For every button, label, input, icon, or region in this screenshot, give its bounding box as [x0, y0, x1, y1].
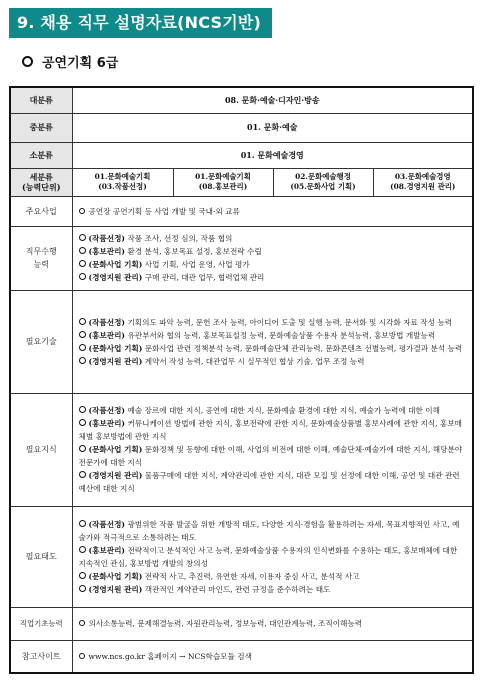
list-item — [79, 245, 467, 258]
list-item — [79, 617, 467, 630]
item-tag: (문화사업 기획) — [88, 571, 143, 581]
bullet-icon — [79, 318, 86, 325]
subclass-label-line2: (능력단위) — [22, 182, 61, 192]
bullet-icon — [79, 344, 86, 351]
bullet-icon — [79, 546, 86, 553]
item-tag: (문화사업 기획) — [88, 260, 143, 269]
bullet-icon — [79, 273, 86, 280]
list-item — [79, 232, 467, 245]
item-tag: (경영지원 관리) — [88, 471, 143, 480]
item-text: 사업 기획, 사업 운영, 사업 평가 — [144, 260, 250, 269]
list-item — [79, 443, 467, 469]
item-tag: (문화사업 기획) — [88, 343, 143, 353]
bullet-icon — [79, 234, 86, 241]
row-skills — [10, 290, 473, 393]
bullet-icon — [79, 406, 86, 413]
item-tag: (작품선정) — [88, 406, 126, 415]
unit-line2: (08.홍보관리) — [198, 182, 248, 191]
list-item — [79, 355, 467, 368]
item-tag: (작품선정) — [88, 519, 126, 529]
basic-label: 직업기초능력 — [10, 607, 72, 640]
item-tag: (작품선정) — [88, 234, 126, 243]
item-tag: (경영지원 관리) — [88, 356, 143, 366]
item-text: 계약서 작성 능력, 대관업무 시 실무적인 협상 기술, 업무 조정 능력 — [144, 356, 365, 366]
reference-content — [72, 640, 473, 673]
item-text: 광범위한 작품 발굴을 위한 개방적 태도, 다양한 지식·경험을 활용하려는 자세, 목표지향적인 사고, 예술가와 적극적으로 소통하려는 태도 — [78, 519, 460, 542]
bullet-icon — [79, 247, 86, 254]
bullet-icon — [79, 471, 86, 478]
reference-label: 참고사이트 — [10, 640, 72, 673]
list-item — [79, 205, 467, 218]
job-title — [22, 52, 118, 71]
item-text: 의사소통능력, 문제해결능력, 자원관리능력, 정보능력, 대인관계능력, 조직이해능력 — [88, 619, 363, 628]
unit-cell — [373, 168, 473, 196]
bullet-icon — [79, 331, 86, 338]
row-minor — [10, 142, 473, 168]
attitude-label: 필요태도 — [10, 506, 72, 607]
knowledge-content — [72, 393, 473, 506]
ncs-description-table — [9, 86, 474, 674]
list-item — [79, 583, 467, 596]
item-text: 구매 관리, 대관 업무, 협력업체 관리 — [144, 273, 265, 282]
item-text: 유관부서와 협의 능력, 홍보목표설정 능력, 문화예술상품 수용자 분석능력, 홍보방법 개발능력 — [127, 330, 436, 340]
bullet-icon — [79, 572, 86, 579]
item-tag: (문화사업 기획) — [88, 445, 143, 454]
knowledge-label: 필요지식 — [10, 393, 72, 506]
list-item — [79, 271, 467, 284]
bullet-icon — [79, 653, 85, 659]
bullet-icon — [79, 620, 85, 626]
item-text: 전략적이고 분석적인 사고 능력, 문화예술상품 수용자의 인식변화를 수용하는 태도, 홍보매체에 대한 지속적인 관심, 홍보방법 개발의 창의성 — [78, 545, 458, 568]
item-tag: (작품선정) — [88, 317, 126, 327]
item-tag: (홍보관리) — [88, 247, 126, 256]
skills-label: 필요기술 — [10, 290, 72, 393]
item-text: 전략적 사고, 추진력, 유연한 자세, 이용자 중심 사고, 분석적 사고 — [144, 571, 360, 581]
bullet-icon — [79, 585, 86, 592]
item-text: 커뮤니케이션 방법에 관한 지식, 홍보전략에 관한 지식, 문화예술상품별 홍보사례에 관한 지식, 홍보매체별 홍보방법에 관한 지식 — [78, 419, 463, 441]
unit-cell — [173, 168, 273, 196]
subclass-label-line1: 세분류 — [29, 172, 53, 182]
unit-line1: 02.문화예술행정 — [295, 172, 351, 181]
duty-content — [72, 226, 473, 290]
middle-value: 01. 문화·예술 — [72, 113, 473, 142]
unit-cell — [72, 168, 173, 196]
row-subclass — [10, 168, 473, 196]
item-text: 문화사업 관련 정책분석 능력, 문화예술단체 관리능력, 문화콘텐츠 선별능력, 평가결과 분석 능력 — [144, 343, 463, 353]
list-item — [79, 258, 467, 271]
attitude-content — [72, 506, 473, 607]
list-item — [79, 329, 467, 342]
list-item — [79, 469, 467, 495]
item-text: 기획의도 파악 능력, 문헌 조사 능력, 아이디어 도출 및 실행 능력, 문서화 및 시각화 자료 작성 능력 — [127, 317, 453, 327]
item-tag: (홍보관리) — [88, 330, 126, 340]
row-basic — [10, 607, 473, 640]
item-text: 공연장 공연기획 등 사업 개발 및 국내·외 교류 — [88, 206, 240, 216]
section-header: 9. 채용 직무 설명자료(NCS기반) — [9, 8, 272, 38]
main-work-content — [72, 196, 473, 226]
duty-label-line2: 능력 — [33, 260, 49, 269]
item-text: 환경 분석, 홍보목표 설정, 홍보전략 수립 — [127, 247, 262, 256]
item-text: 문화정책 및 동향에 대한 이해, 사업의 비전에 대한 이해, 예술단체·예술가에 대한 지식, 해당분야 전문가에 대한 지식 — [78, 445, 463, 467]
item-tag: (경영지원 관리) — [88, 584, 143, 594]
item-text: 물품구매에 대한 지식, 계약관리에 관한 지식, 대관 모집 및 선정에 대한 이해, 공연 및 대관 관련 예산에 대한 지식 — [78, 471, 460, 493]
list-item — [79, 316, 467, 329]
row-main-work — [10, 196, 473, 226]
bullet-icon — [79, 357, 86, 364]
major-value: 08. 문화·예술·디자인·방송 — [72, 87, 473, 113]
unit-line1: 03.문화예술경영 — [394, 172, 451, 181]
circle-bullet-icon — [22, 56, 33, 67]
row-duty — [10, 226, 473, 290]
row-middle — [10, 113, 473, 142]
unit-cell — [273, 168, 373, 196]
bullet-icon — [79, 445, 86, 452]
item-text: www.ncs.go.kr 홈페이지 → NCS학습모듈 검색 — [88, 651, 252, 661]
list-item — [79, 650, 467, 663]
bullet-icon — [79, 520, 86, 527]
unit-line1: 01.문화예술기획 — [94, 172, 151, 181]
middle-label: 중분류 — [10, 113, 72, 142]
item-text: 객관적인 계약관리 마인드, 관련 규정을 준수하려는 태도 — [144, 584, 331, 594]
bullet-icon — [79, 260, 86, 267]
list-item — [79, 404, 467, 417]
bullet-icon — [79, 419, 86, 426]
unit-line2: (05.문화사업 기획) — [290, 182, 356, 191]
item-text: 예술 장르에 대한 지식, 공연에 대한 지식, 문화예술 환경에 대한 지식, 예술가 능력에 대한 이해 — [127, 406, 440, 415]
duty-label-line1: 직무수행 — [25, 247, 57, 256]
item-tag: (경영지원 관리) — [88, 273, 143, 282]
major-label: 대분류 — [10, 87, 72, 113]
bullet-icon — [79, 208, 85, 214]
row-attitude — [10, 506, 473, 607]
item-tag: (홍보관리) — [88, 545, 126, 555]
unit-line2: (08.경영지원 관리) — [390, 182, 456, 191]
job-title-text: 공연기획 6급 — [42, 56, 119, 71]
minor-value: 01. 문화예술경영 — [72, 142, 473, 168]
duty-label — [10, 226, 72, 290]
list-item — [79, 544, 467, 570]
item-tag: (홍보관리) — [88, 419, 126, 428]
main-work-label: 주요사업 — [10, 196, 72, 226]
row-major — [10, 87, 473, 113]
row-knowledge — [10, 393, 473, 506]
basic-content — [72, 607, 473, 640]
item-text: 작품 조사, 선정 심의, 작품 협의 — [127, 234, 233, 243]
minor-label: 소분류 — [10, 142, 72, 168]
list-item — [79, 417, 467, 443]
row-reference — [10, 640, 473, 673]
subclass-label — [10, 168, 72, 196]
skills-content — [72, 290, 473, 393]
list-item — [79, 342, 467, 355]
unit-line1: 01.문화예술기획 — [195, 172, 251, 181]
list-item — [79, 518, 467, 544]
list-item — [79, 570, 467, 583]
unit-line2: (03.작품선정) — [98, 182, 147, 191]
